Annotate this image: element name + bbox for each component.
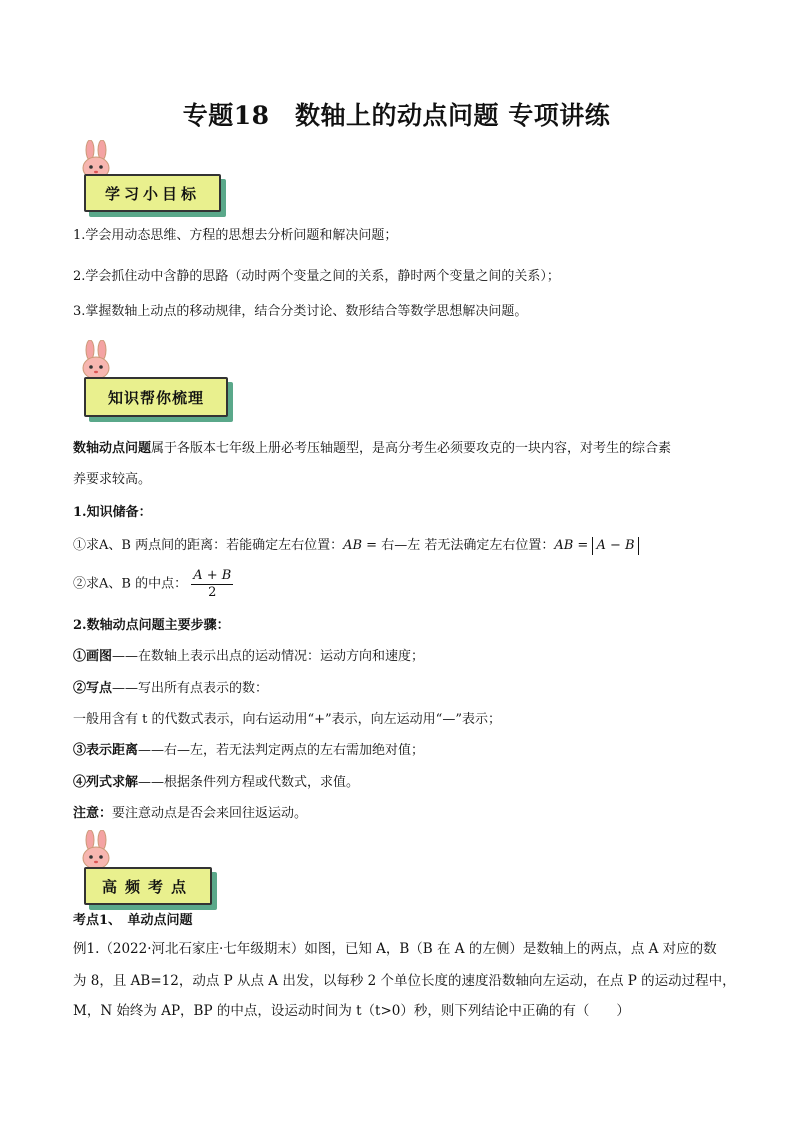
step-3 <box>73 742 424 760</box>
bunny-icon <box>76 340 116 380</box>
step-2-text: ——写出所有点表示的数： <box>112 681 269 696</box>
example-1-line-2: 为 8，且 AB=12，动点 P 从点 A 出发，以每秒 2 个单位长度的速度沿数轴向左运动，在点 P 的运动过程中， <box>73 973 736 989</box>
abs-value: A − B <box>592 537 638 555</box>
intro-line-2: 养要求较高。 <box>73 472 152 487</box>
distance-text: ①求A、B 两点间的距离：若能确定左右位置： <box>73 538 344 553</box>
step-1 <box>73 648 424 666</box>
note <box>73 805 307 823</box>
section-badge-knowledge: 知识帮你梳理 <box>84 377 228 417</box>
distance-formula <box>73 537 639 555</box>
knowledge-head: 1.知识储备： <box>73 505 152 520</box>
step-3-text: ——右—左，若无法判定两点的左右需加绝对值； <box>138 743 425 758</box>
note-text: 要注意动点是否会来回往返运动。 <box>112 806 308 821</box>
equals: = <box>573 538 593 553</box>
midpoint-fraction <box>191 568 233 601</box>
step-2-bold: ②写点 <box>73 681 113 696</box>
page-title: 专题18 数轴上的动点问题 专项讲练 <box>182 101 611 130</box>
intro-bold: 数轴动点问题 <box>73 441 152 456</box>
ab-var-2: AB <box>554 538 574 553</box>
section-badge-goals: 学习小目标 <box>84 174 221 212</box>
distance-text-2: = 右—左 若无法确定左右位置： <box>362 538 555 553</box>
goal-item-2: 2.学会抓住动中含静的思路（动时两个变量之间的关系，静时两个变量之间的关系）； <box>73 269 560 284</box>
section-badge-topics: 高频考点 <box>84 867 212 905</box>
steps-head: 2.数轴动点问题主要步骤： <box>73 618 230 633</box>
topic-1-head: 考点1、 单动点问题 <box>73 913 193 928</box>
step-4-text: ——根据条件列方程或代数式，求值。 <box>138 775 360 790</box>
midpoint-formula <box>73 568 233 601</box>
step-1-bold: ①画图 <box>73 649 113 664</box>
example-1-line-1: 例1.（2022·河北石家庄·七年级期末）如图，已知 A，B（B 在 A 的左侧）是数轴上的两点，点 A 对应的数 <box>73 941 717 957</box>
step-2 <box>73 680 268 698</box>
bunny-icon <box>76 830 116 870</box>
fraction-numerator: A + B <box>193 568 232 583</box>
goal-item-1: 1.学会用动态思维、方程的思想去分析问题和解决问题； <box>73 228 398 243</box>
goal-item-3: 3.掌握数轴上动点的移动规律，结合分类讨论、数形结合等数学思想解决问题。 <box>73 304 528 319</box>
note-bold: 注意： <box>73 806 113 821</box>
step-3-bold: ③表示距离 <box>73 743 139 758</box>
step-1-text: ——在数轴上表示出点的运动情况：运动方向和速度； <box>112 649 425 664</box>
intro-line-1 <box>73 440 671 458</box>
midpoint-text: ②求A、B 的中点： <box>73 576 188 592</box>
step-4 <box>73 774 359 792</box>
step-4-bold: ④列式求解 <box>73 775 139 790</box>
ab-var: AB <box>343 538 363 553</box>
example-1-line-3: M，N 始终为 AP，BP 的中点，设运动时间为 t（t>0）秒，则下列结论中正确的有（ ） <box>73 1003 630 1019</box>
step-2-detail: 一般用含有 t 的代数式表示，向右运动用“+”表示，向左运动用“—”表示； <box>73 712 501 727</box>
fraction-denominator: 2 <box>208 585 217 600</box>
intro-rest: 属于各版本七年级上册必考压轴题型，是高分考生必须要攻克的一块内容，对考生的综合素 <box>151 441 672 456</box>
